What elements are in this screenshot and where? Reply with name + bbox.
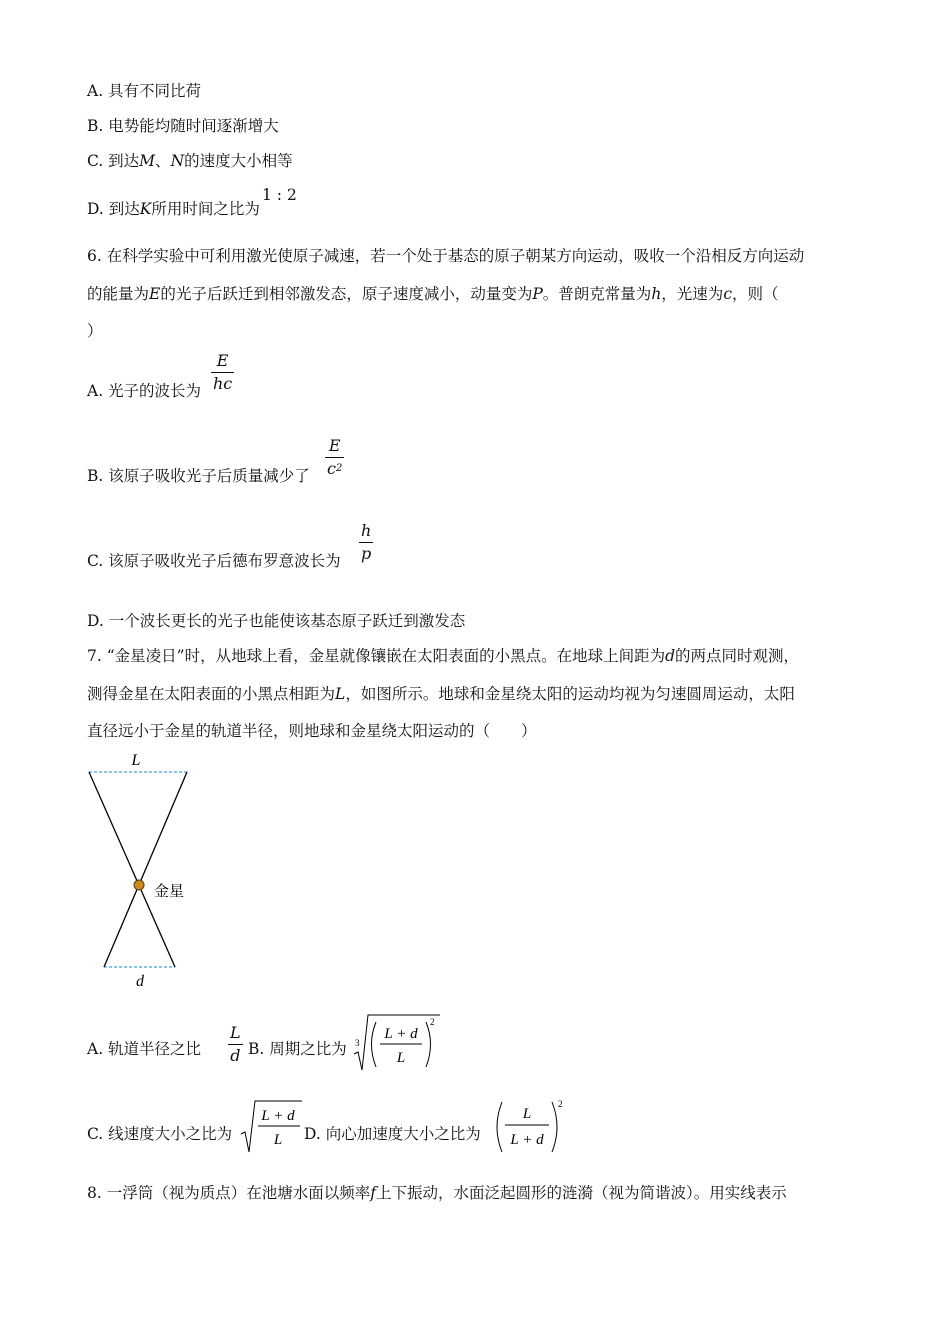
option-b-exponent: 2 xyxy=(430,1017,435,1027)
option-b-denominator: L xyxy=(396,1050,406,1066)
option-c-numerator: L + d xyxy=(261,1108,295,1124)
q6-option-d: D. 一个波长更长的光子也能使该基态原子跃迁到激发态 xyxy=(87,612,466,630)
option-d-exponent: 2 xyxy=(558,1099,563,1109)
q6-option-c-fraction: $\frac{h}{p}$ xyxy=(361,521,372,563)
q7-option-d: D. 向心加速度大小之比为 xyxy=(304,1125,481,1143)
figure-ray-left xyxy=(89,772,175,967)
q7-option-b-formula xyxy=(352,1012,442,1074)
q6-stem-line-1: 6. 在科学实验中可利用激光使原子减速，若一个处于基态的原子朝某方向运动，吸收一个沿相反方向运动 xyxy=(87,247,805,265)
q7-option-c-formula xyxy=(240,1098,304,1156)
cube-root-index: 3 xyxy=(355,1038,360,1048)
left-paren xyxy=(372,1022,377,1067)
figure-bottom-label: d xyxy=(136,973,144,990)
q6-option-a: A. 光子的波长为 xyxy=(87,382,202,400)
venus-transit-figure xyxy=(80,748,210,993)
q7-option-a-fraction: $\frac{L}{d}$ xyxy=(230,1023,241,1065)
q5-option-d-ratio: 1 : 2 xyxy=(262,186,297,204)
q5-option-b: B. 电势能均随时间逐渐增大 xyxy=(87,117,279,135)
q7-option-a: A. 轨道半径之比 xyxy=(87,1040,202,1058)
option-c-denominator: L xyxy=(273,1132,283,1148)
q6-option-a-fraction: $\frac{E}{hc}$ xyxy=(213,351,233,393)
q7-option-c: C. 线速度大小之比为 xyxy=(87,1125,233,1143)
left-paren-d xyxy=(497,1102,502,1152)
q8-stem-line-1: 8. 一浮筒（视为质点）在池塘水面以频率f上下振动，水面泛起圆形的涟漪（视为简谐波）。用实线表示 xyxy=(87,1184,787,1202)
q6-option-b: B. 该原子吸收光子后质量减少了 xyxy=(87,467,310,485)
q6-stem-line-2: 的能量为E的光子后跃迁到相邻激发态，原子速度减小，动量变为P。普朗克常量为h，光速为c，则（ xyxy=(87,285,779,303)
option-b-numerator: L + d xyxy=(384,1026,418,1042)
figure-top-label: L xyxy=(131,752,141,769)
q6-option-c: C. 该原子吸收光子后德布罗意波长为 xyxy=(87,552,341,570)
q7-stem-line-1: 7. “金星凌日”时，从地球上看，金星就像镶嵌在太阳表面的小黑点。在地球上间距为d的两点同时观测， xyxy=(87,647,800,665)
q5-option-c: C. 到达M、N的速度大小相等 xyxy=(87,152,293,170)
q5-option-d: D. 到达K所用时间之比为 xyxy=(87,200,260,218)
right-paren-d xyxy=(552,1102,557,1152)
q7-stem-line-2: 测得金星在太阳表面的小黑点相距为L，如图所示。地球和金星绕太阳的运动均视为匀速圆周运动，太阳 xyxy=(87,685,795,703)
q5-option-a: A. 具有不同比荷 xyxy=(87,82,202,100)
q7-stem-line-3: 直径远小于金星的轨道半径，则地球和金星绕太阳运动的（ ） xyxy=(87,722,537,740)
venus-dot xyxy=(134,880,144,890)
option-d-denominator: L + d xyxy=(510,1132,544,1148)
q6-stem-line-3: ） xyxy=(87,322,103,340)
q7-option-b: B. 周期之比为 xyxy=(248,1040,347,1058)
option-d-numerator: L xyxy=(522,1106,532,1122)
figure-ray-right xyxy=(104,772,187,967)
q6-option-b-fraction: $\frac{E}{c^2}$ xyxy=(327,436,343,478)
q7-option-d-formula xyxy=(492,1098,568,1156)
right-paren xyxy=(426,1022,431,1067)
figure-venus-label: 金星 xyxy=(154,882,185,900)
